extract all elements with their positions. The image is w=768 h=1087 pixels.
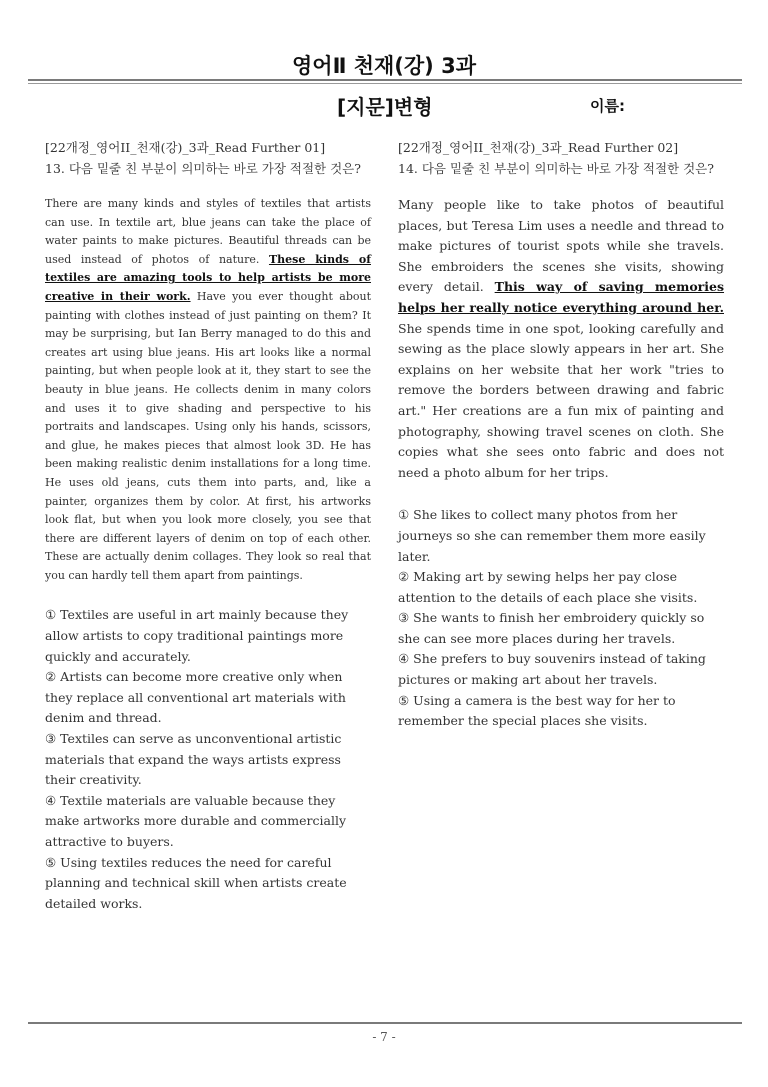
page-number: - 7 - — [372, 1030, 396, 1044]
choice-3: ③ She wants to finish her embroidery quickly so she can see more places during her travels. — [398, 610, 705, 646]
choice-3: ③ Textiles can serve as unconventional artistic materials that expand the ways artists express their creativity. — [45, 731, 342, 788]
question-14-column — [398, 138, 724, 732]
question-13-column — [45, 138, 371, 914]
choice-4: ④ Textile materials are valuable because they make artworks more durable and commercially attractive to buyers. — [45, 792, 347, 849]
question-14-choices — [398, 505, 724, 732]
choice-2: ② Artists can become more creative only when they replace all conventional art materials with denim and thread. — [45, 669, 346, 726]
header-rule — [28, 79, 742, 81]
choice-1: ① Textiles are useful in art mainly because they allow artists to copy traditional paintings more quickly and accurately. — [45, 607, 349, 664]
question-14-passage — [398, 195, 724, 483]
choice-4: ④ She prefers to buy souvenirs instead of taking pictures or making art about her travels. — [398, 651, 706, 688]
choice-5: ⑤ Using textiles reduces the need for careful planning and technical skill when artists create detailed works. — [45, 854, 347, 911]
name-label: 이름: — [590, 97, 625, 115]
header-rule-thin — [28, 83, 742, 84]
question-13-choices — [45, 605, 371, 914]
underlined-phrase: This way of saving memories helps her really notice everything around her. — [398, 279, 725, 315]
passage-text: There are many kinds and styles of textiles that artists can use. In textile art, blue jeans can take the place of water paints to make pictures. Beautiful threads can be used instead of photos of nature. — [45, 197, 371, 266]
passage-text: Have you ever thought about painting with clothes instead of just painting on them? It may be surprising, but Ian Berry managed to do this and creates art using blue jeans. His art looks like a normal painting, but when people look at it, they start to see the beauty in blue jeans. He collects denim in many colors and uses it to give shading and perspective to his portraits and landscapes. Using only his hands, scissors, and glue, he makes pieces that almost look 3D. He has been making realistic denim installations for a long time. He uses old jeans, cuts them into parts, and, like a painter, organizes them by color. At first, his artworks look flat, but when you look more closely, you see that there are different layers of denim on top of each other. These are actually denim collages. They look so real that you can hardly tell them apart from paintings. — [45, 289, 371, 582]
question-14-source: [22개정_영어II_천재(강)_3과_Read Further 02] — [398, 140, 679, 155]
passage-text: She spends time in one spot, looking carefully and sewing as the place slowly appears in her art. She explains on her website that her work "tries to remove the borders between drawing and fabric art." Her creations are a fun mix of painting and photography, showing travel scenes on cloth. She copies what she sees onto fabric and does not need a photo album for her trips. — [398, 320, 724, 480]
underlined-phrase: These kinds of textiles are amazing tools to help artists be more creative in their work. — [45, 252, 371, 303]
question-13-passage — [45, 195, 371, 585]
footer-rule — [28, 1022, 742, 1024]
choice-2: ② Making art by sewing helps her pay close attention to the details of each place she visits. — [398, 569, 698, 605]
worksheet-subtitle: [지문]변형 — [337, 95, 433, 119]
question-13-prompt: 13. 다음 밑줄 친 부분이 의미하는 바로 가장 적절한 것은? — [45, 161, 361, 176]
passage-text: Many people like to take photos of beautiful places, but Teresa Lim uses a needle and thread to make pictures of tourist spots while she travels. She embroiders the scenes she visits, showing every detail. — [398, 197, 724, 295]
choice-5: ⑤ Using a camera is the best way for her to remember the special places she visits. — [398, 692, 676, 729]
choice-1: ① She likes to collect many photos from her journeys so she can remember them more easily later. — [398, 507, 706, 564]
worksheet-title: 영어Ⅱ 천재(강) 3과 — [292, 54, 476, 78]
question-14-prompt: 14. 다음 밑줄 친 부분이 의미하는 바로 가장 적절한 것은? — [398, 161, 714, 176]
question-13-source: [22개정_영어II_천재(강)_3과_Read Further 01] — [45, 140, 326, 155]
